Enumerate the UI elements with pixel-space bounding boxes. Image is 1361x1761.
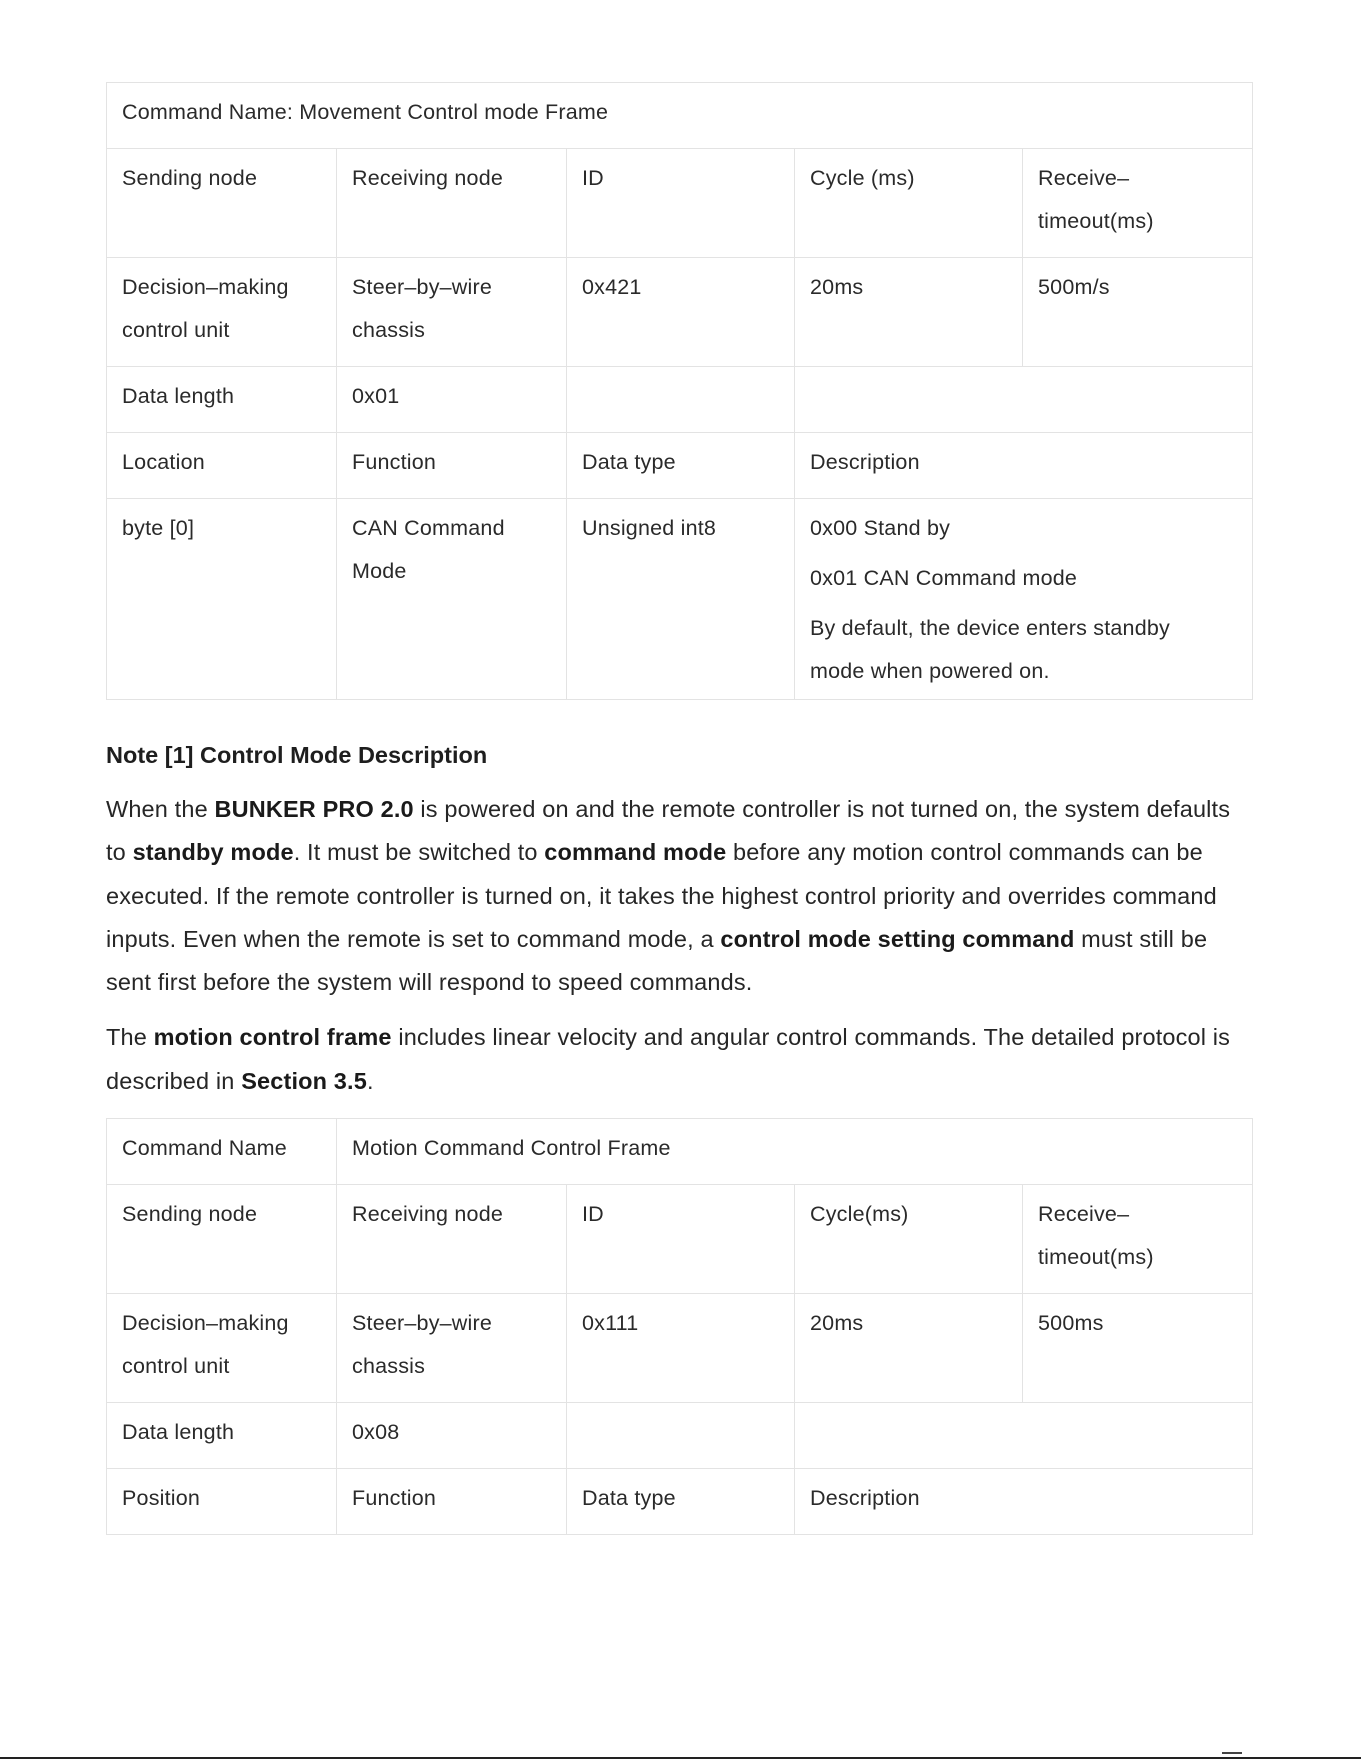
document-page [106, 82, 1252, 1535]
page-bottom-rule [0, 1757, 1361, 1759]
header-cycle: Cycle (ms) [795, 149, 1023, 258]
table-row [107, 1185, 1253, 1294]
sending-node-value: Decision–making control unit [107, 1294, 337, 1403]
header-id: ID [567, 1185, 795, 1294]
table-row [107, 83, 1253, 149]
note-paragraph-1: When the BUNKER PRO 2.0 is powered on and the remote controller is not turned on, the system defaults to standby mode. It must be switched to command mode before any motion control commands can be executed. If the remote controller is turned on, it takes the highest control priority and overrides command inputs. Even when the remote is set to command mode, a control mode setting command must still be sent first before the system will respond to speed commands. [106, 796, 1231, 996]
header-receive-timeout: Receive– timeout(ms) [1023, 1185, 1253, 1294]
header-description: Description [795, 1469, 1253, 1535]
command-name-value: Motion Command Control Frame [337, 1119, 1253, 1185]
control-mode-frame-table [106, 82, 1253, 700]
table-row [107, 149, 1253, 258]
header-receive-timeout: Receive– timeout(ms) [1023, 149, 1253, 258]
header-data-type: Data type [567, 433, 795, 499]
empty-cell [795, 367, 1253, 433]
cycle-value: 20ms [795, 258, 1023, 367]
data-length-value: 0x08 [337, 1403, 567, 1469]
header-position: Position [107, 1469, 337, 1535]
empty-cell [567, 367, 795, 433]
command-name-label: Command Name [107, 1119, 337, 1185]
command-name-cell: Command Name: Movement Control mode Frame [107, 83, 1253, 149]
motion-command-frame-table [106, 1118, 1253, 1535]
header-data-type: Data type [567, 1469, 795, 1535]
id-value: 0x111 [567, 1294, 795, 1403]
id-value: 0x421 [567, 258, 795, 367]
header-receiving-node: Receiving node [337, 1185, 567, 1294]
header-id: ID [567, 149, 795, 258]
cycle-value: 20ms [795, 1294, 1023, 1403]
header-function: Function [337, 433, 567, 499]
table-row [107, 258, 1253, 367]
receive-timeout-value: 500ms [1023, 1294, 1253, 1403]
receiving-node-value: Steer–by–wire chassis [337, 258, 567, 367]
note-paragraph-2: The motion control frame includes linear velocity and angular control commands. The detailed protocol is described in Section 3.5. [106, 1024, 1231, 1094]
table-row [107, 1469, 1253, 1535]
table-row [107, 1403, 1253, 1469]
byte0-description: 0x00 Stand by 0x01 CAN Command mode By default, the device enters standby mode when powered on. [795, 499, 1253, 700]
table-row [107, 433, 1253, 499]
table-row [107, 1119, 1253, 1185]
receiving-node-value: Steer–by–wire chassis [337, 1294, 567, 1403]
header-cycle: Cycle(ms) [795, 1185, 1023, 1294]
data-length-label: Data length [107, 367, 337, 433]
byte0-data-type: Unsigned int8 [567, 499, 795, 700]
header-sending-node: Sending node [107, 149, 337, 258]
empty-cell [795, 1403, 1253, 1469]
page-corner-mark [1222, 1752, 1242, 1754]
header-location: Location [107, 433, 337, 499]
data-length-value: 0x01 [337, 367, 567, 433]
header-sending-node: Sending node [107, 1185, 337, 1294]
receive-timeout-value: 500m/s [1023, 258, 1253, 367]
header-description: Description [795, 433, 1253, 499]
table-row [107, 1294, 1253, 1403]
table2-wrapper [106, 1118, 1252, 1535]
header-receiving-node: Receiving node [337, 149, 567, 258]
empty-cell [567, 1403, 795, 1469]
header-function: Function [337, 1469, 567, 1535]
table-row [107, 367, 1253, 433]
table-row [107, 499, 1253, 700]
byte0-function: CAN Command Mode [337, 499, 567, 700]
byte0-location: byte [0] [107, 499, 337, 700]
data-length-label: Data length [107, 1403, 337, 1469]
note-title: Note [1] Control Mode Description [106, 742, 488, 768]
sending-node-value: Decision–making control unit [107, 258, 337, 367]
